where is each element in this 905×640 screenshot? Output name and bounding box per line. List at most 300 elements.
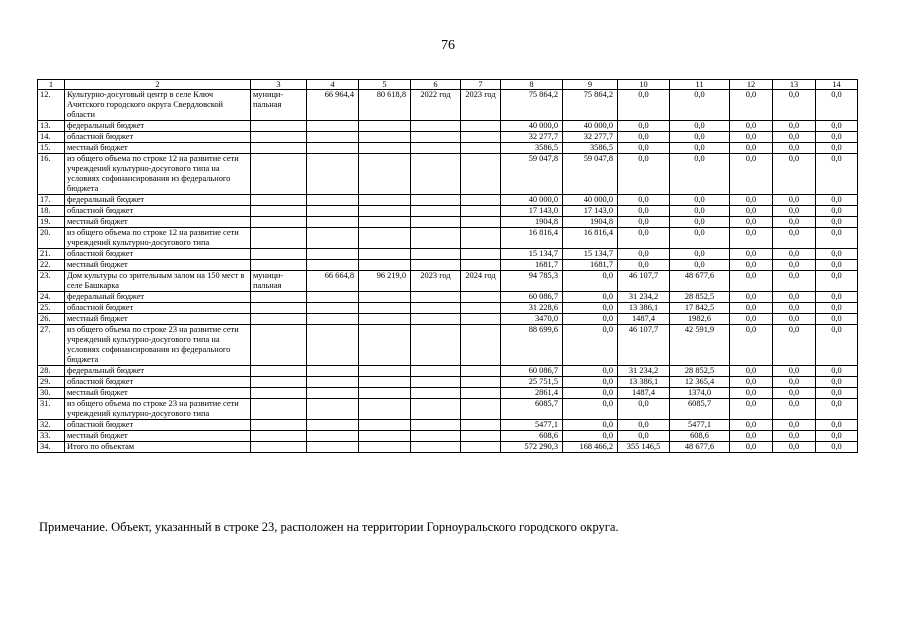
start-year-cell	[411, 388, 461, 399]
year-2028-cell: 0,0	[816, 206, 858, 217]
year-2023-cell: 0,0	[563, 420, 618, 431]
end-year-cell	[461, 228, 501, 249]
year-2026-cell: 0,0	[730, 366, 773, 377]
row-name-cell: местный бюджет	[65, 217, 251, 228]
year-2025-cell: 12 365,4	[670, 377, 730, 388]
year-2026-cell: 0,0	[730, 303, 773, 314]
row-number-cell: 22.	[38, 260, 65, 271]
year-2026-cell: 0,0	[730, 90, 773, 121]
capacity-cell	[307, 228, 359, 249]
year-2024-cell: 1487,4	[618, 388, 670, 399]
ownership-cell	[251, 132, 307, 143]
year-2023-cell: 0,0	[563, 314, 618, 325]
year-2024-cell: 0,0	[618, 121, 670, 132]
year-2023-cell: 16 816,4	[563, 228, 618, 249]
table-row	[38, 442, 858, 453]
year-2025-cell: 0,0	[670, 121, 730, 132]
row-name-cell: местный бюджет	[65, 388, 251, 399]
year-2027-cell: 0,0	[773, 431, 816, 442]
ownership-cell	[251, 228, 307, 249]
capacity-cell	[307, 442, 359, 453]
start-year-cell: 2023 год	[411, 271, 461, 292]
year-2025-cell: 6085,7	[670, 399, 730, 420]
total-cell: 2861,4	[501, 388, 563, 399]
start-year-cell	[411, 260, 461, 271]
year-2026-cell: 0,0	[730, 399, 773, 420]
end-year-cell	[461, 217, 501, 228]
total-cell: 5477,1	[501, 420, 563, 431]
year-2024-cell: 0,0	[618, 260, 670, 271]
total-cell: 1681,7	[501, 260, 563, 271]
year-2027-cell: 0,0	[773, 228, 816, 249]
start-year-cell	[411, 442, 461, 453]
row-number-cell: 27.	[38, 325, 65, 366]
year-2025-cell: 0,0	[670, 154, 730, 195]
column-header: 7	[461, 80, 501, 90]
year-2024-cell: 0,0	[618, 132, 670, 143]
total-cell: 17 143,0	[501, 206, 563, 217]
ownership-cell	[251, 303, 307, 314]
row-name-cell: областной бюджет	[65, 377, 251, 388]
start-year-cell	[411, 249, 461, 260]
total-cell: 25 751,5	[501, 377, 563, 388]
year-2024-cell: 46 107,7	[618, 271, 670, 292]
end-year-cell	[461, 195, 501, 206]
year-2027-cell: 0,0	[773, 420, 816, 431]
row-name-cell: Дом культуры со зрительным залом на 150 мест в селе Башкарка	[65, 271, 251, 292]
column-header: 14	[816, 80, 858, 90]
year-2028-cell: 0,0	[816, 377, 858, 388]
year-2028-cell: 0,0	[816, 90, 858, 121]
year-2027-cell: 0,0	[773, 292, 816, 303]
year-2026-cell: 0,0	[730, 121, 773, 132]
row-name-cell: Культурно-досуговый центр в селе Ключ Ачитского городского округа Свердловской области	[65, 90, 251, 121]
row-name-cell: федеральный бюджет	[65, 292, 251, 303]
column-header: 5	[359, 80, 411, 90]
year-2025-cell: 0,0	[670, 132, 730, 143]
year-2028-cell: 0,0	[816, 366, 858, 377]
ownership-cell	[251, 388, 307, 399]
year-2023-cell: 32 277,7	[563, 132, 618, 143]
capacity-cell	[307, 366, 359, 377]
year-2028-cell: 0,0	[816, 228, 858, 249]
total-cell: 15 134,7	[501, 249, 563, 260]
year-2026-cell: 0,0	[730, 431, 773, 442]
cost-cell	[359, 377, 411, 388]
year-2027-cell: 0,0	[773, 132, 816, 143]
year-2026-cell: 0,0	[730, 377, 773, 388]
row-number-cell: 12.	[38, 90, 65, 121]
total-cell: 32 277,7	[501, 132, 563, 143]
end-year-cell	[461, 314, 501, 325]
year-2026-cell: 0,0	[730, 271, 773, 292]
year-2027-cell: 0,0	[773, 366, 816, 377]
table-row	[38, 228, 858, 249]
year-2027-cell: 0,0	[773, 377, 816, 388]
total-cell: 6085,7	[501, 399, 563, 420]
year-2027-cell: 0,0	[773, 314, 816, 325]
capacity-cell	[307, 206, 359, 217]
row-name-cell: федеральный бюджет	[65, 121, 251, 132]
cost-cell	[359, 388, 411, 399]
year-2026-cell: 0,0	[730, 388, 773, 399]
year-2024-cell: 0,0	[618, 143, 670, 154]
year-2024-cell: 0,0	[618, 90, 670, 121]
row-number-cell: 20.	[38, 228, 65, 249]
year-2027-cell: 0,0	[773, 249, 816, 260]
total-cell: 60 086,7	[501, 292, 563, 303]
ownership-cell	[251, 431, 307, 442]
table-row	[38, 377, 858, 388]
end-year-cell	[461, 325, 501, 366]
total-cell: 31 228,6	[501, 303, 563, 314]
end-year-cell	[461, 143, 501, 154]
year-2025-cell: 1982,6	[670, 314, 730, 325]
total-cell: 608,6	[501, 431, 563, 442]
end-year-cell	[461, 377, 501, 388]
year-2023-cell: 15 134,7	[563, 249, 618, 260]
ownership-cell: муници-пальная	[251, 271, 307, 292]
start-year-cell	[411, 121, 461, 132]
start-year-cell	[411, 217, 461, 228]
capacity-cell	[307, 132, 359, 143]
capacity-cell	[307, 217, 359, 228]
column-header: 4	[307, 80, 359, 90]
column-header: 1	[38, 80, 65, 90]
year-2023-cell: 168 466,2	[563, 442, 618, 453]
capacity-cell	[307, 399, 359, 420]
end-year-cell	[461, 303, 501, 314]
total-cell: 1904,8	[501, 217, 563, 228]
row-name-cell: местный бюджет	[65, 314, 251, 325]
table-row	[38, 399, 858, 420]
year-2028-cell: 0,0	[816, 143, 858, 154]
end-year-cell	[461, 206, 501, 217]
year-2027-cell: 0,0	[773, 154, 816, 195]
year-2027-cell: 0,0	[773, 325, 816, 366]
table-row	[38, 420, 858, 431]
year-2023-cell: 0,0	[563, 271, 618, 292]
column-header: 12	[730, 80, 773, 90]
total-cell: 3470,0	[501, 314, 563, 325]
year-2027-cell: 0,0	[773, 271, 816, 292]
ownership-cell	[251, 121, 307, 132]
total-cell: 40 000,0	[501, 195, 563, 206]
start-year-cell	[411, 195, 461, 206]
row-number-cell: 33.	[38, 431, 65, 442]
end-year-cell	[461, 121, 501, 132]
row-number-cell: 24.	[38, 292, 65, 303]
start-year-cell	[411, 132, 461, 143]
row-name-cell: местный бюджет	[65, 143, 251, 154]
cost-cell: 96 219,0	[359, 271, 411, 292]
column-header: 8	[501, 80, 563, 90]
total-cell: 60 086,7	[501, 366, 563, 377]
year-2025-cell: 0,0	[670, 195, 730, 206]
year-2026-cell: 0,0	[730, 260, 773, 271]
table-row	[38, 314, 858, 325]
table-row	[38, 303, 858, 314]
ownership-cell	[251, 442, 307, 453]
table-row	[38, 206, 858, 217]
capacity-cell	[307, 154, 359, 195]
year-2028-cell: 0,0	[816, 217, 858, 228]
end-year-cell	[461, 366, 501, 377]
year-2025-cell: 0,0	[670, 249, 730, 260]
year-2023-cell: 59 047,8	[563, 154, 618, 195]
year-2026-cell: 0,0	[730, 420, 773, 431]
cost-cell	[359, 121, 411, 132]
end-year-cell	[461, 132, 501, 143]
year-2025-cell: 42 591,9	[670, 325, 730, 366]
capacity-cell: 66 664,8	[307, 271, 359, 292]
table-row	[38, 121, 858, 132]
row-number-cell: 23.	[38, 271, 65, 292]
start-year-cell	[411, 292, 461, 303]
capacity-cell	[307, 121, 359, 132]
year-2027-cell: 0,0	[773, 260, 816, 271]
year-2028-cell: 0,0	[816, 420, 858, 431]
year-2026-cell: 0,0	[730, 206, 773, 217]
cost-cell	[359, 206, 411, 217]
capacity-cell	[307, 292, 359, 303]
year-2024-cell: 0,0	[618, 249, 670, 260]
capacity-cell	[307, 143, 359, 154]
row-number-cell: 34.	[38, 442, 65, 453]
end-year-cell	[461, 154, 501, 195]
ownership-cell	[251, 420, 307, 431]
start-year-cell	[411, 399, 461, 420]
year-2026-cell: 0,0	[730, 132, 773, 143]
start-year-cell	[411, 228, 461, 249]
ownership-cell: муници-пальная	[251, 90, 307, 121]
cost-cell	[359, 217, 411, 228]
row-number-cell: 32.	[38, 420, 65, 431]
row-name-cell: из общего объема по строке 23 на развитие сети учреждений культурно-досугового типа на условиях софинансирования из федерального бюджета	[65, 325, 251, 366]
year-2024-cell: 46 107,7	[618, 325, 670, 366]
budget-table	[37, 79, 858, 453]
year-2024-cell: 0,0	[618, 399, 670, 420]
year-2023-cell: 0,0	[563, 325, 618, 366]
row-name-cell: федеральный бюджет	[65, 366, 251, 377]
capacity-cell	[307, 420, 359, 431]
row-name-cell: областной бюджет	[65, 303, 251, 314]
start-year-cell	[411, 366, 461, 377]
year-2026-cell: 0,0	[730, 143, 773, 154]
ownership-cell	[251, 377, 307, 388]
table-row	[38, 249, 858, 260]
year-2025-cell: 0,0	[670, 206, 730, 217]
end-year-cell	[461, 399, 501, 420]
total-cell: 94 785,3	[501, 271, 563, 292]
year-2028-cell: 0,0	[816, 195, 858, 206]
cost-cell	[359, 442, 411, 453]
year-2023-cell: 1681,7	[563, 260, 618, 271]
row-number-cell: 21.	[38, 249, 65, 260]
cost-cell	[359, 260, 411, 271]
total-cell: 59 047,8	[501, 154, 563, 195]
capacity-cell	[307, 249, 359, 260]
row-number-cell: 15.	[38, 143, 65, 154]
table-row	[38, 217, 858, 228]
start-year-cell	[411, 431, 461, 442]
column-number-row	[38, 80, 858, 90]
year-2023-cell: 40 000,0	[563, 121, 618, 132]
table-row	[38, 260, 858, 271]
year-2024-cell: 0,0	[618, 431, 670, 442]
year-2027-cell: 0,0	[773, 388, 816, 399]
start-year-cell: 2022 год	[411, 90, 461, 121]
row-number-cell: 25.	[38, 303, 65, 314]
year-2028-cell: 0,0	[816, 399, 858, 420]
row-name-cell: федеральный бюджет	[65, 195, 251, 206]
year-2026-cell: 0,0	[730, 228, 773, 249]
year-2028-cell: 0,0	[816, 442, 858, 453]
year-2026-cell: 0,0	[730, 217, 773, 228]
year-2024-cell: 0,0	[618, 228, 670, 249]
year-2026-cell: 0,0	[730, 249, 773, 260]
year-2027-cell: 0,0	[773, 217, 816, 228]
cost-cell	[359, 431, 411, 442]
cost-cell	[359, 314, 411, 325]
year-2028-cell: 0,0	[816, 132, 858, 143]
ownership-cell	[251, 249, 307, 260]
year-2027-cell: 0,0	[773, 195, 816, 206]
year-2027-cell: 0,0	[773, 143, 816, 154]
start-year-cell	[411, 377, 461, 388]
year-2023-cell: 0,0	[563, 377, 618, 388]
cost-cell	[359, 366, 411, 377]
row-number-cell: 13.	[38, 121, 65, 132]
year-2025-cell: 48 677,6	[670, 271, 730, 292]
column-header: 13	[773, 80, 816, 90]
ownership-cell	[251, 143, 307, 154]
year-2026-cell: 0,0	[730, 195, 773, 206]
end-year-cell	[461, 431, 501, 442]
year-2027-cell: 0,0	[773, 303, 816, 314]
column-header: 6	[411, 80, 461, 90]
column-header: 3	[251, 80, 307, 90]
year-2024-cell: 13 386,1	[618, 303, 670, 314]
year-2024-cell: 0,0	[618, 195, 670, 206]
table-row	[38, 154, 858, 195]
year-2025-cell: 0,0	[670, 143, 730, 154]
year-2025-cell: 28 852,5	[670, 292, 730, 303]
year-2025-cell: 608,6	[670, 431, 730, 442]
year-2028-cell: 0,0	[816, 260, 858, 271]
table-row	[38, 90, 858, 121]
year-2025-cell: 0,0	[670, 228, 730, 249]
year-2027-cell: 0,0	[773, 121, 816, 132]
ownership-cell	[251, 206, 307, 217]
row-number-cell: 31.	[38, 399, 65, 420]
year-2026-cell: 0,0	[730, 154, 773, 195]
total-cell: 3586,5	[501, 143, 563, 154]
footnote: Примечание. Объект, указанный в строке 23, расположен на территории Горноуральского городского округа.	[39, 520, 619, 534]
row-number-cell: 26.	[38, 314, 65, 325]
ownership-cell	[251, 217, 307, 228]
cost-cell	[359, 325, 411, 366]
year-2027-cell: 0,0	[773, 442, 816, 453]
ownership-cell	[251, 399, 307, 420]
start-year-cell	[411, 206, 461, 217]
start-year-cell	[411, 314, 461, 325]
row-name-cell: из общего объема по строке 12 на развитие сети учреждений культурно-досугового типа на условиях софинансирования из федерального бюджета	[65, 154, 251, 195]
year-2028-cell: 0,0	[816, 292, 858, 303]
capacity-cell	[307, 377, 359, 388]
year-2028-cell: 0,0	[816, 249, 858, 260]
capacity-cell	[307, 388, 359, 399]
cost-cell	[359, 399, 411, 420]
table-row	[38, 195, 858, 206]
year-2023-cell: 1904,8	[563, 217, 618, 228]
row-name-cell: местный бюджет	[65, 260, 251, 271]
year-2025-cell: 0,0	[670, 217, 730, 228]
total-cell: 75 864,2	[501, 90, 563, 121]
table-row	[38, 366, 858, 377]
total-cell: 572 290,3	[501, 442, 563, 453]
table-row	[38, 132, 858, 143]
year-2028-cell: 0,0	[816, 154, 858, 195]
capacity-cell: 66 964,4	[307, 90, 359, 121]
year-2023-cell: 40 000,0	[563, 195, 618, 206]
row-number-cell: 28.	[38, 366, 65, 377]
column-header: 2	[65, 80, 251, 90]
end-year-cell	[461, 388, 501, 399]
total-cell: 16 816,4	[501, 228, 563, 249]
end-year-cell	[461, 260, 501, 271]
cost-cell	[359, 132, 411, 143]
capacity-cell	[307, 431, 359, 442]
year-2024-cell: 0,0	[618, 206, 670, 217]
year-2025-cell: 17 842,5	[670, 303, 730, 314]
table-row	[38, 143, 858, 154]
row-name-cell: из общего объема по строке 23 на развитие сети учреждений культурно-досугового типа	[65, 399, 251, 420]
start-year-cell	[411, 154, 461, 195]
year-2024-cell: 31 234,2	[618, 366, 670, 377]
ownership-cell	[251, 314, 307, 325]
year-2023-cell: 75 864,2	[563, 90, 618, 121]
ownership-cell	[251, 260, 307, 271]
year-2028-cell: 0,0	[816, 121, 858, 132]
end-year-cell	[461, 420, 501, 431]
year-2023-cell: 0,0	[563, 292, 618, 303]
capacity-cell	[307, 260, 359, 271]
start-year-cell	[411, 420, 461, 431]
cost-cell	[359, 154, 411, 195]
cost-cell	[359, 143, 411, 154]
row-name-cell: областной бюджет	[65, 249, 251, 260]
year-2027-cell: 0,0	[773, 90, 816, 121]
year-2024-cell: 355 146,5	[618, 442, 670, 453]
year-2024-cell: 13 386,1	[618, 377, 670, 388]
row-name-cell: местный бюджет	[65, 431, 251, 442]
year-2023-cell: 0,0	[563, 388, 618, 399]
table-row	[38, 292, 858, 303]
ownership-cell	[251, 325, 307, 366]
year-2025-cell: 0,0	[670, 90, 730, 121]
capacity-cell	[307, 325, 359, 366]
year-2025-cell: 48 677,6	[670, 442, 730, 453]
row-number-cell: 14.	[38, 132, 65, 143]
cost-cell	[359, 303, 411, 314]
year-2023-cell: 0,0	[563, 431, 618, 442]
total-cell: 88 699,6	[501, 325, 563, 366]
ownership-cell	[251, 154, 307, 195]
table-row	[38, 325, 858, 366]
year-2024-cell: 0,0	[618, 420, 670, 431]
start-year-cell	[411, 325, 461, 366]
